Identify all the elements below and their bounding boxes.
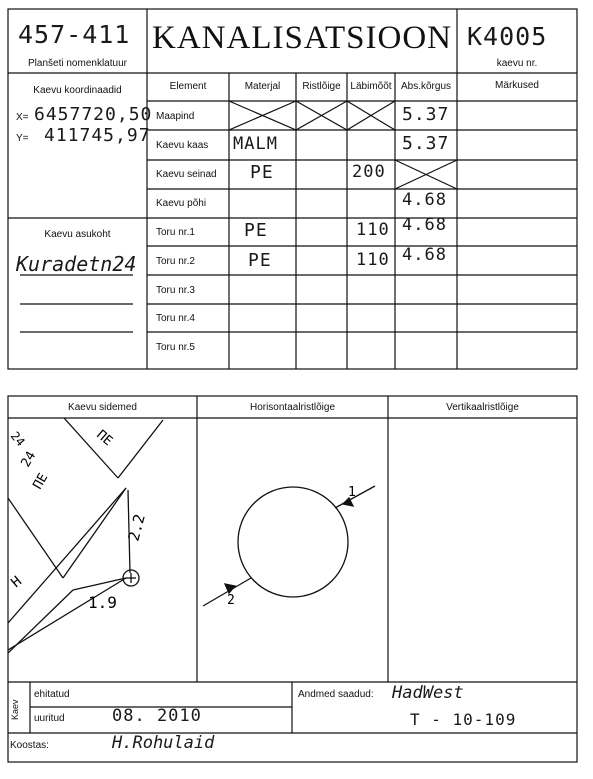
row-material: PE [248, 250, 272, 271]
built-label: ehitatud [34, 689, 70, 700]
horizontal-section-title: Horisontaalristlõige [249, 402, 336, 413]
row-element: Toru nr.4 [156, 313, 195, 324]
well-number: K4005 [467, 22, 548, 51]
source-code: T - 10-109 [410, 710, 517, 729]
col-header-abs-height: Abs.kõrgus [400, 81, 452, 92]
well-number-label: kaevu nr. [496, 58, 538, 69]
row-element: Maapind [156, 111, 195, 122]
row-diameter: 110 [356, 220, 390, 240]
row-element: Kaevu põhi [156, 198, 207, 209]
row-diameter: 200 [352, 162, 386, 182]
col-header-remarks: Märkused [495, 80, 539, 91]
sketch-distance: 2.2 [124, 512, 149, 544]
sketch-distance: 1.9 [88, 593, 117, 612]
row-abs-height: 5.37 [402, 104, 450, 125]
y-coordinate: 411745,97 [44, 125, 151, 146]
author-label: Koostas: [10, 740, 49, 751]
row-material: PE [250, 162, 274, 183]
row-element: Toru nr.3 [156, 285, 195, 296]
pipe-label: 1 [348, 485, 356, 500]
row-abs-height: 5.37 [402, 133, 450, 154]
vertical-section-title: Vertikaalristlõige [446, 402, 519, 413]
author-signature: H.Rohulaid [112, 733, 215, 753]
horizontal-section-sketch [197, 418, 388, 682]
x-coordinate: 6457720,50 [34, 104, 153, 125]
x-prefix: X= [16, 112, 29, 123]
y-prefix: Y= [16, 133, 29, 144]
row-element: Toru nr.2 [156, 256, 195, 267]
pipe-label: 2 [227, 593, 235, 608]
footer-side-label: Kaev [10, 699, 20, 720]
connections-sketch [8, 418, 197, 682]
sketch-label: 24 [18, 448, 40, 470]
row-diameter: 110 [356, 250, 390, 270]
surveyed-label: uuritud [34, 713, 65, 724]
location-label: Kaevu asukoht [44, 229, 111, 240]
source-value: HadWest [392, 683, 464, 703]
sketch-label: 24 [8, 428, 28, 450]
row-material: PE [244, 220, 268, 241]
planset-number: 457-411 [18, 20, 131, 49]
sketch-label: H [8, 573, 26, 592]
row-element: Toru nr.5 [156, 342, 195, 353]
sketch-label: ΠE [30, 470, 52, 492]
row-element: Kaevu kaas [156, 140, 209, 151]
col-header-element: Element [169, 81, 207, 92]
row-abs-height: 4.68 [402, 190, 447, 210]
page-title: KANALISATSIOON [152, 20, 452, 56]
source-label: Andmed saadud: [298, 689, 374, 700]
row-abs-height: 4.68 [402, 245, 447, 265]
col-header-material: Materjal [244, 81, 281, 92]
planset-label: Planšeti nomenklatuur [28, 58, 127, 69]
col-header-diameter: Läbimõõt [350, 81, 392, 92]
location-value: Kuradetn24 [16, 252, 137, 276]
row-element: Kaevu seinad [156, 169, 217, 180]
sketch-label: ΠE [93, 427, 116, 450]
row-element: Toru nr.1 [156, 227, 195, 238]
col-header-cross-section: Ristlõige [302, 81, 341, 92]
row-material: MALM [233, 134, 278, 154]
surveyed-date: 08. 2010 [112, 706, 202, 726]
row-abs-height: 4.68 [402, 215, 447, 235]
connections-title: Kaevu sidemed [68, 402, 137, 413]
coordinates-label: Kaevu koordinaadid [33, 85, 122, 96]
